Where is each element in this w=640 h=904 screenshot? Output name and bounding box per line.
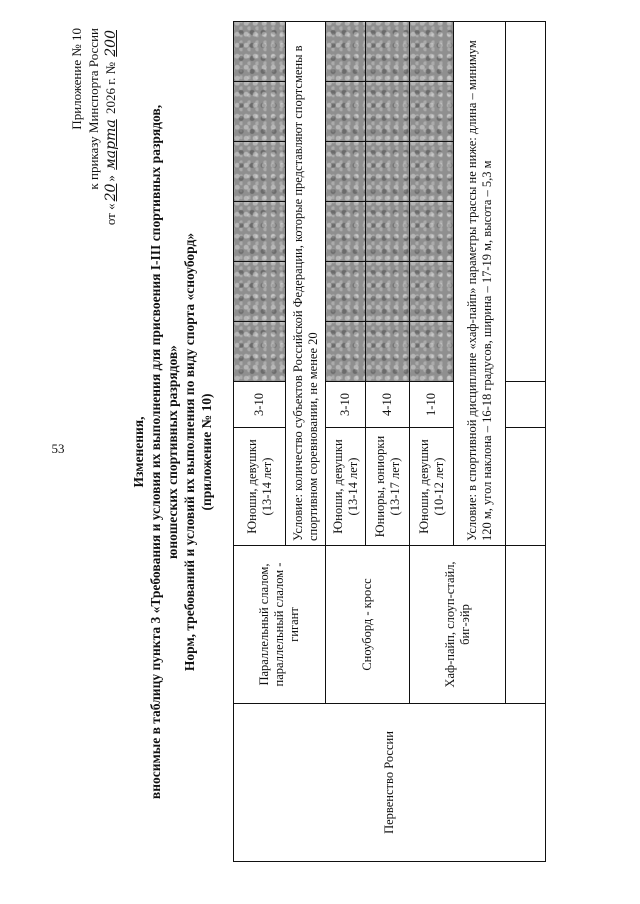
date-year: 2026 г. № [103,61,118,115]
discipline-parallel: Параллельный слалом, параллельный слалом - гигант [234,546,326,704]
date-prefix: от « [103,203,118,226]
appendix-number: Приложение № 10 [69,28,84,130]
shaded-cell [410,262,454,322]
appendix-order-ref: к приказу Минспорта России [86,28,101,190]
shaded-cell [366,142,410,202]
rotated-page-content [40,22,600,882]
places-cell: 1-10 [410,382,454,428]
shaded-cell [326,82,366,142]
heading-line-4: Норм, требований и условий их выполнения по виду спорта «сноуборд» [182,232,197,672]
condition-subjects: Условие: количество субъектов Российской Федерации, которые представляют спортсмены в спортивном соревновании, не менее 20 [286,22,326,546]
shaded-cell [234,22,286,82]
shaded-cell [234,202,286,262]
shaded-cell [410,22,454,82]
handwritten-order-number: 200 [103,30,119,57]
shaded-cell [366,202,410,262]
shaded-cell [326,202,366,262]
appendix-block [68,28,120,225]
shaded-cell [234,142,286,202]
shaded-cell [366,262,410,322]
shaded-cell [410,82,454,142]
heading-line-3: юношеских спортивных разрядов» [165,345,180,559]
date-mid: » [103,175,118,182]
handwritten-month: марта [103,119,119,170]
shaded-cell [410,202,454,262]
shaded-cell [410,322,454,382]
shaded-cell [366,82,410,142]
heading-line-2: вносимые в таблицу пункта 3 «Требования и условия их выполнения для присвоения I-III спортивных разрядов, [148,104,163,800]
age-group-cell: Юниоры, юниорки (13-17 лет) [366,428,410,546]
heading-line-1: Изменения, [131,416,146,488]
empty-cell [506,382,546,428]
document-heading [130,22,215,882]
age-group-cell: Юноши, девушки (13-14 лет) [234,428,286,546]
places-cell: 4-10 [366,382,410,428]
places-cell: 3-10 [234,382,286,428]
requirements-table [233,21,546,862]
shaded-cell [234,322,286,382]
empty-cell [506,546,546,704]
empty-cell [506,22,546,382]
competition-cell: Первенство России [234,704,546,862]
shaded-cell [326,142,366,202]
shaded-cell [366,322,410,382]
shaded-cell [326,22,366,82]
condition-halfpipe: Условие: в спортивной дисциплине «хаф-пайп» параметры трассы не ниже: длина – минимум 120 м, угол наклона – 16-18 градусов, ширина – 17-19 м, высота – 5,3 м [454,22,506,546]
shaded-cell [366,22,410,82]
shaded-cell [410,142,454,202]
shaded-cell [326,262,366,322]
shaded-cell [234,262,286,322]
handwritten-day: 20 [103,183,119,202]
discipline-halfpipe: Хаф-пайп, слоуп-стайл, биг-эйр [410,546,506,704]
appendix-date-line [102,28,120,225]
shaded-cell [234,82,286,142]
age-group-cell: Юноши, девушки (13-14 лет) [326,428,366,546]
page-number: 53 [51,441,65,456]
table-row [234,22,286,862]
heading-line-5: (приложение № 10) [199,393,214,511]
places-cell: 3-10 [326,382,366,428]
shaded-cell [326,322,366,382]
discipline-cross: Сноуборд - кросс [326,546,410,704]
age-group-cell: Юноши, девушки (10-12 лет) [410,428,454,546]
empty-cell [506,428,546,546]
